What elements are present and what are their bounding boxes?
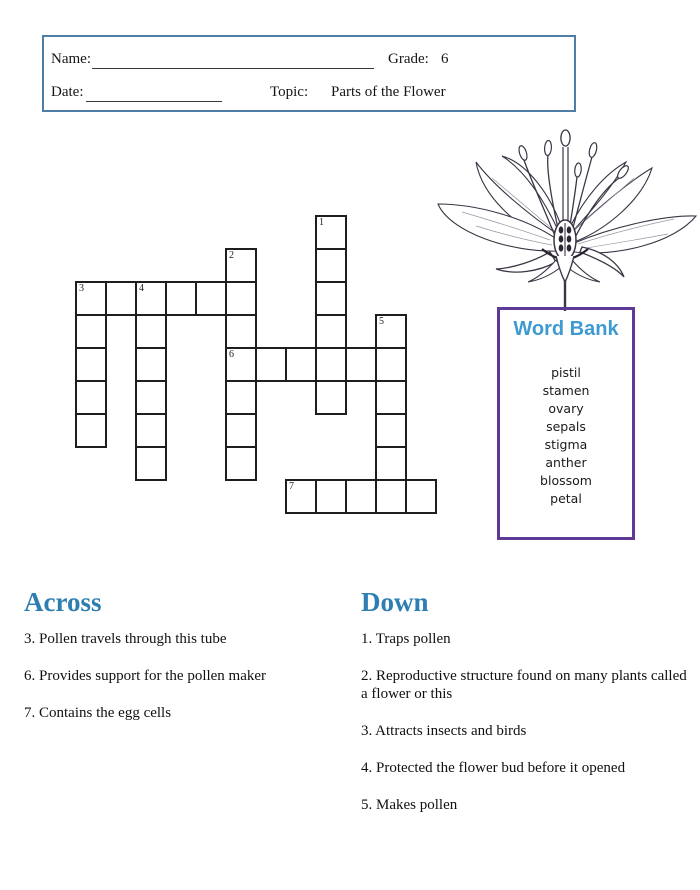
crossword-cell[interactable] [315, 479, 347, 514]
crossword-cell[interactable] [375, 413, 407, 448]
cell-number: 7 [289, 481, 294, 492]
crossword-cell[interactable] [345, 347, 377, 382]
down-clue: 1. Traps pollen [361, 631, 451, 647]
down-section [361, 588, 697, 833]
word-bank-box [497, 307, 635, 540]
crossword-cell[interactable] [315, 215, 347, 250]
crossword-cell[interactable] [375, 446, 407, 481]
crossword-cell[interactable] [225, 380, 257, 415]
crossword-cell[interactable] [75, 314, 107, 349]
crossword-cell[interactable] [315, 347, 347, 382]
crossword-cell[interactable] [135, 314, 167, 349]
crossword-cell[interactable] [315, 281, 347, 316]
down-clue: 2. Reproductive structure found on many plants called a flower or this [361, 668, 687, 702]
crossword-cell[interactable] [375, 314, 407, 349]
cell-number: 5 [379, 316, 384, 327]
word-bank-word: stigma [544, 437, 588, 452]
across-clue: 7. Contains the egg cells [24, 705, 172, 721]
crossword-cell[interactable] [135, 281, 167, 316]
cell-number: 4 [139, 283, 144, 294]
crossword-cell[interactable] [135, 446, 167, 481]
down-clue: 4. Protected the flower bud before it opened [361, 760, 626, 776]
header-box [42, 35, 576, 112]
crossword-cell[interactable] [195, 281, 227, 316]
crossword-cell[interactable] [225, 413, 257, 448]
word-bank-word: ovary [548, 401, 584, 416]
crossword-cell[interactable] [105, 281, 137, 316]
crossword-cell[interactable] [135, 347, 167, 382]
crossword-cell[interactable] [135, 380, 167, 415]
crossword-cell[interactable] [375, 347, 407, 382]
name-label: Name: [51, 51, 91, 67]
date-label: Date: [51, 84, 84, 100]
crossword-cell[interactable] [75, 413, 107, 448]
topic-label: Topic: [270, 84, 309, 100]
cell-number: 6 [229, 349, 234, 360]
crossword-cell[interactable] [315, 380, 347, 415]
crossword-cell[interactable] [75, 380, 107, 415]
crossword-grid [75, 215, 437, 514]
down-clue: 3. Attracts insects and birds [361, 723, 527, 739]
crossword-cell[interactable] [255, 347, 287, 382]
across-clue: 6. Provides support for the pollen maker [24, 668, 267, 684]
cell-number: 2 [229, 250, 234, 261]
crossword-cell[interactable] [75, 281, 107, 316]
cell-number: 1 [319, 217, 324, 228]
across-clue-list [24, 630, 354, 722]
cell-number: 3 [79, 283, 84, 294]
crossword-cell[interactable] [375, 380, 407, 415]
across-heading: Across [24, 587, 102, 617]
word-bank-list [500, 364, 632, 508]
flower-diagram-illustration [430, 122, 700, 312]
crossword-cell[interactable] [225, 248, 257, 283]
crossword-cell[interactable] [225, 446, 257, 481]
word-bank-word: pistil [551, 365, 581, 380]
word-bank-word: stamen [542, 383, 590, 398]
crossword-cell[interactable] [345, 479, 377, 514]
crossword-cell[interactable] [315, 314, 347, 349]
name-input-line[interactable] [92, 51, 374, 69]
word-bank-word: blossom [540, 473, 592, 488]
grade-label: Grade: [388, 51, 429, 67]
crossword-cell[interactable] [375, 479, 407, 514]
crossword-cell[interactable] [285, 479, 317, 514]
down-heading: Down [361, 587, 429, 617]
crossword-cell[interactable] [225, 281, 257, 316]
crossword-cell[interactable] [225, 314, 257, 349]
crossword-cell[interactable] [315, 248, 347, 283]
crossword-cell[interactable] [285, 347, 317, 382]
down-clue: 5. Makes pollen [361, 797, 458, 813]
across-clue: 3. Pollen travels through this tube [24, 631, 227, 647]
grade-value: 6 [441, 51, 449, 67]
down-clue-list [361, 630, 697, 814]
crossword-cell[interactable] [225, 347, 257, 382]
crossword-cell[interactable] [165, 281, 197, 316]
word-bank-word: anther [545, 455, 587, 470]
word-bank-word: petal [550, 491, 582, 506]
crossword-cell[interactable] [75, 347, 107, 382]
word-bank-word: sepals [546, 419, 586, 434]
date-input-line[interactable] [86, 84, 222, 102]
word-bank-title: Word Bank [513, 318, 619, 340]
crossword-cell[interactable] [135, 413, 167, 448]
topic-value: Parts of the Flower [331, 84, 446, 100]
crossword-cell[interactable] [405, 479, 437, 514]
across-section [24, 588, 354, 741]
